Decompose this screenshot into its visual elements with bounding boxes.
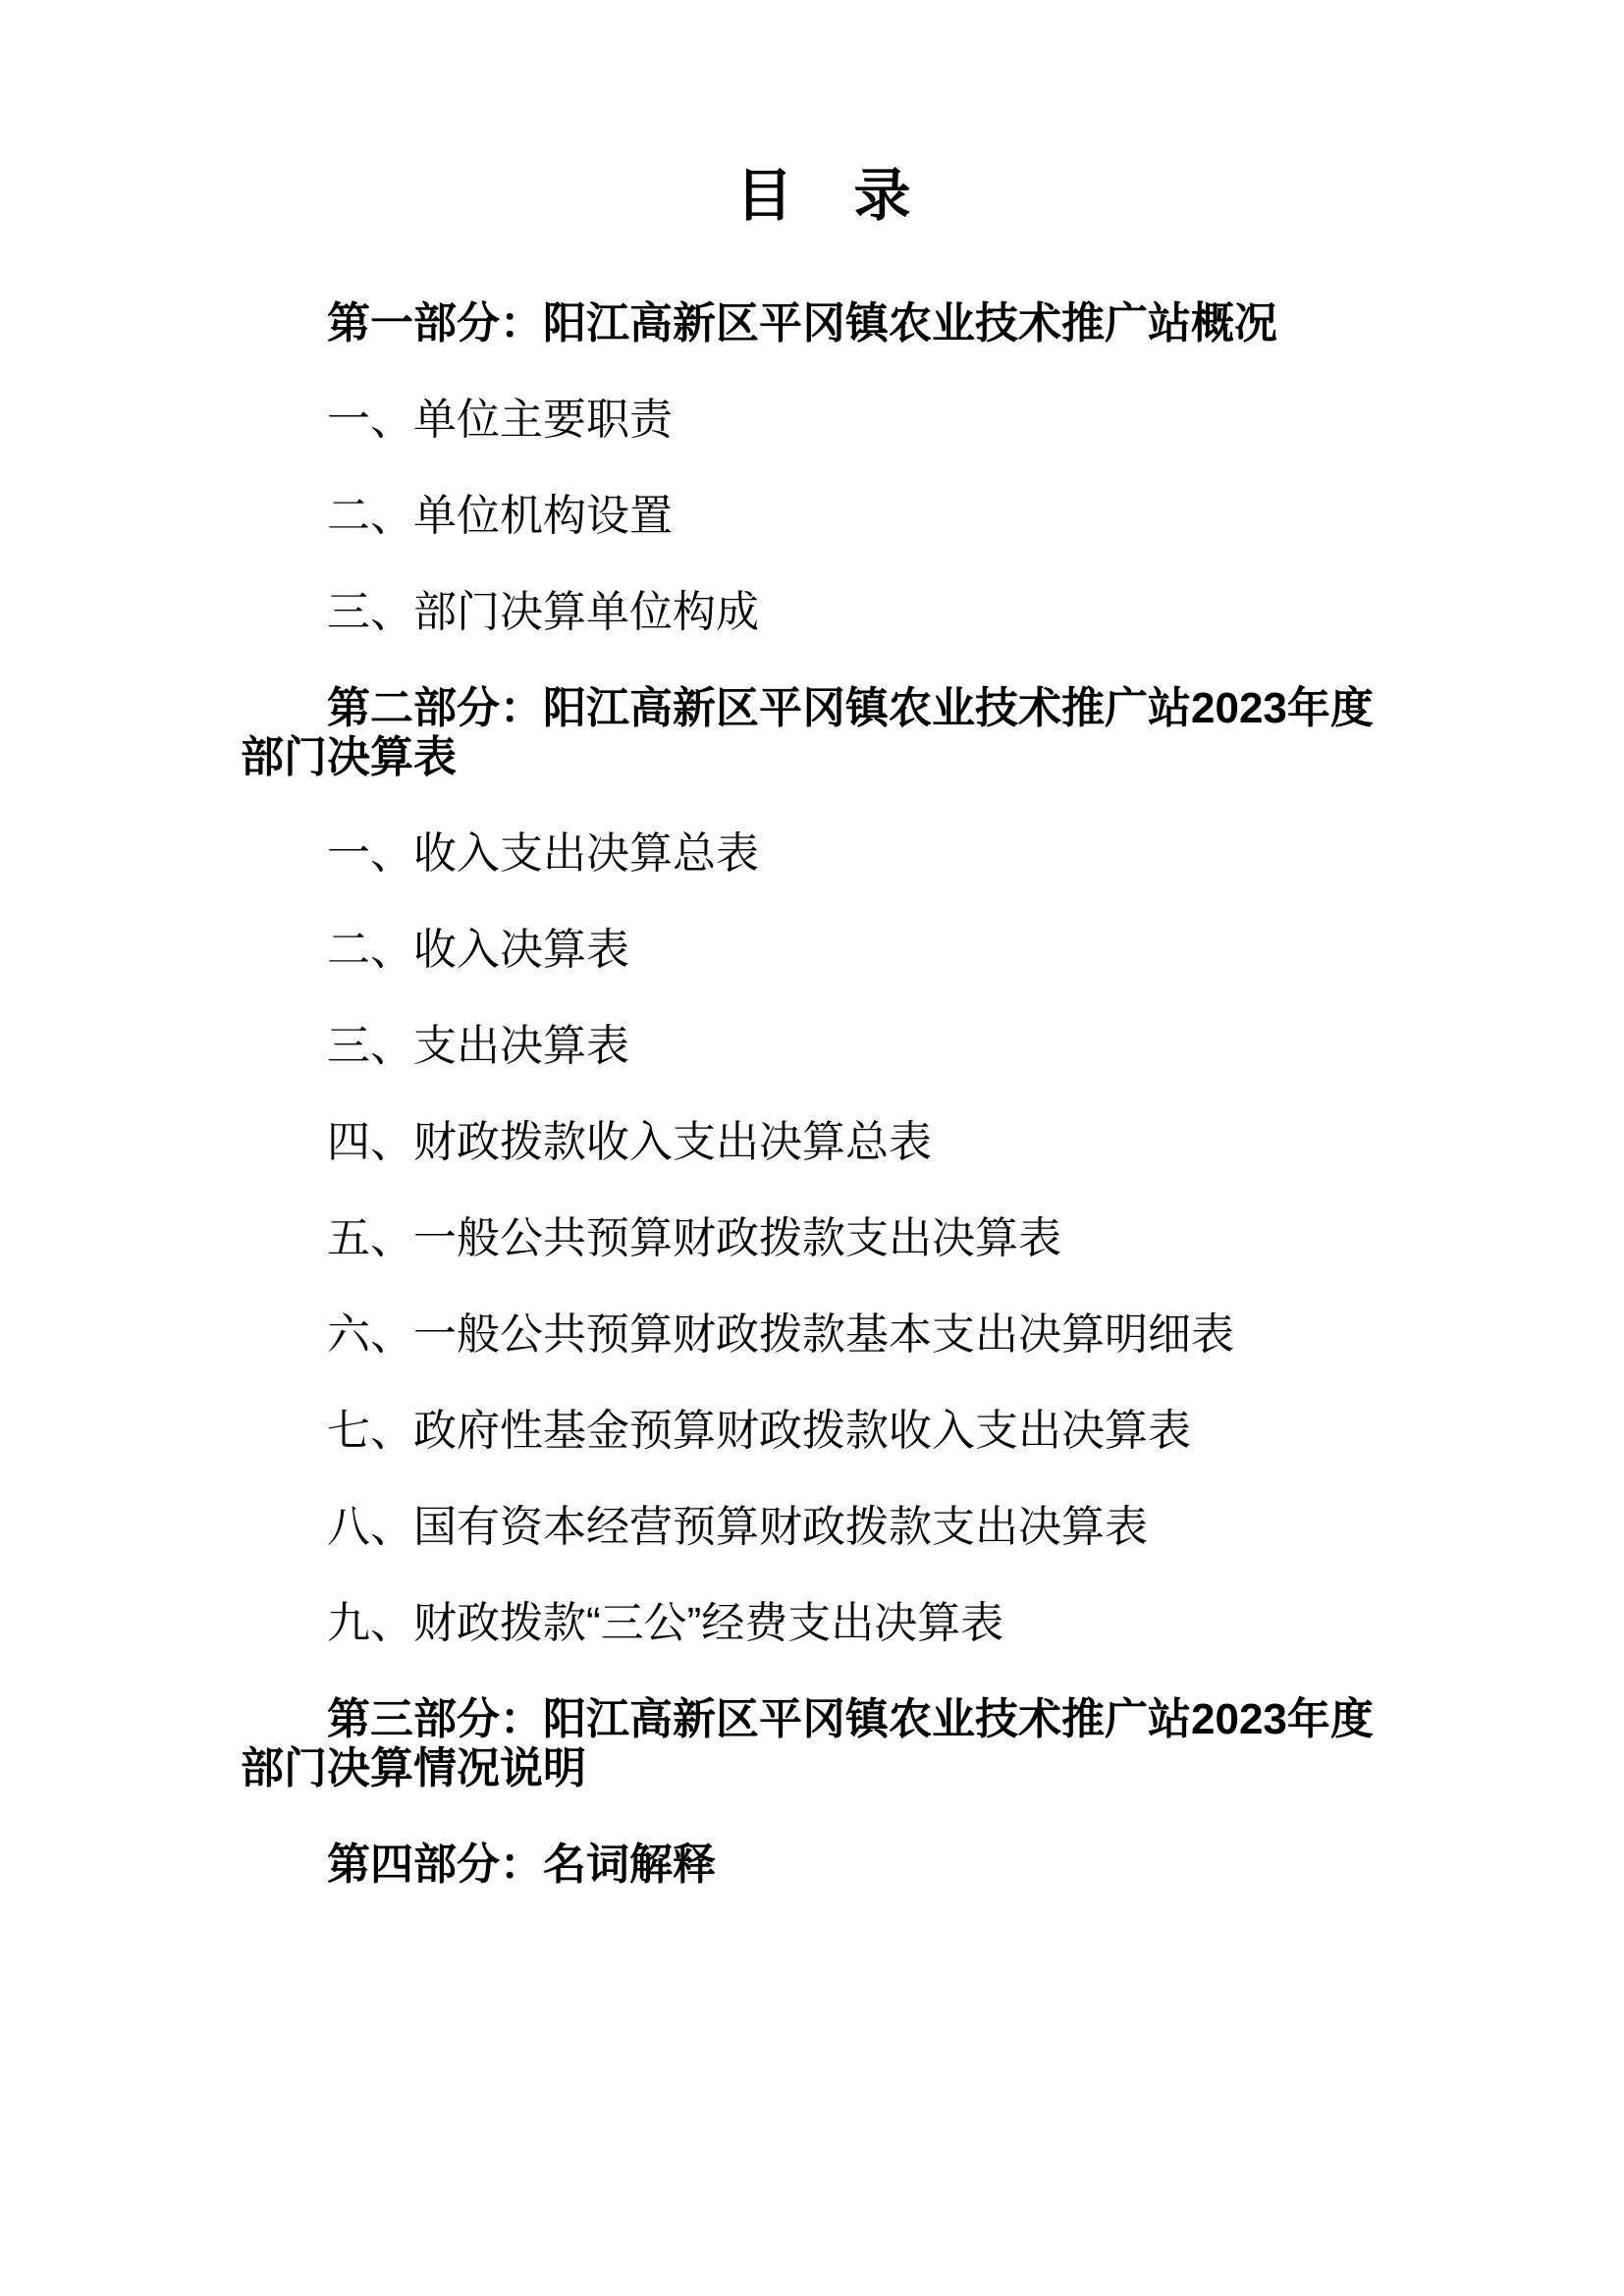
toc-item: 三、部门决算单位构成 bbox=[327, 588, 759, 636]
toc-item: 八、国有资本经营预算财政拨款支出决算表 bbox=[327, 1503, 1148, 1551]
toc-item: 五、一般公共预算财政拨款支出决算表 bbox=[327, 1214, 1061, 1262]
toc-item: 三、支出决算表 bbox=[327, 1022, 629, 1070]
section-heading-3 bbox=[241, 1695, 1408, 1793]
toc-item: 四、财政拨款收入支出决算总表 bbox=[327, 1118, 932, 1166]
toc-item: 一、单位主要职责 bbox=[327, 396, 673, 444]
toc-item: 七、政府性基金预算财政拨款收入支出决算表 bbox=[327, 1407, 1191, 1455]
toc-item: 一、收入支出决算总表 bbox=[327, 829, 759, 878]
page-title: 目 录 bbox=[735, 164, 913, 228]
toc-item: 二、单位机构设置 bbox=[327, 492, 673, 540]
section-heading-2 bbox=[241, 684, 1408, 782]
toc-item: 九、财政拨款“三公”经费支出决算表 bbox=[327, 1599, 1004, 1647]
toc-item: 二、收入决算表 bbox=[327, 926, 629, 974]
section-heading-1 bbox=[241, 299, 1408, 348]
section-heading-4-line: 第四部分：名词解释 bbox=[327, 1841, 716, 1889]
section-heading-2-line: 第二部分：阳江高新区平冈镇农业技术推广站2023年度 bbox=[327, 684, 1374, 732]
section-heading-3-line: 第三部分：阳江高新区平冈镇农业技术推广站2023年度 bbox=[327, 1695, 1374, 1743]
section-heading-3-line: 部门决算情况说明 bbox=[241, 1744, 586, 1792]
section-heading-1-line: 第一部分：阳江高新区平冈镇农业技术推广站概况 bbox=[327, 299, 1277, 347]
toc-item: 六、一般公共预算财政拨款基本支出决算明细表 bbox=[327, 1310, 1234, 1359]
section-heading-4 bbox=[241, 1841, 1408, 1890]
section-heading-2-line: 部门决算表 bbox=[241, 733, 457, 781]
